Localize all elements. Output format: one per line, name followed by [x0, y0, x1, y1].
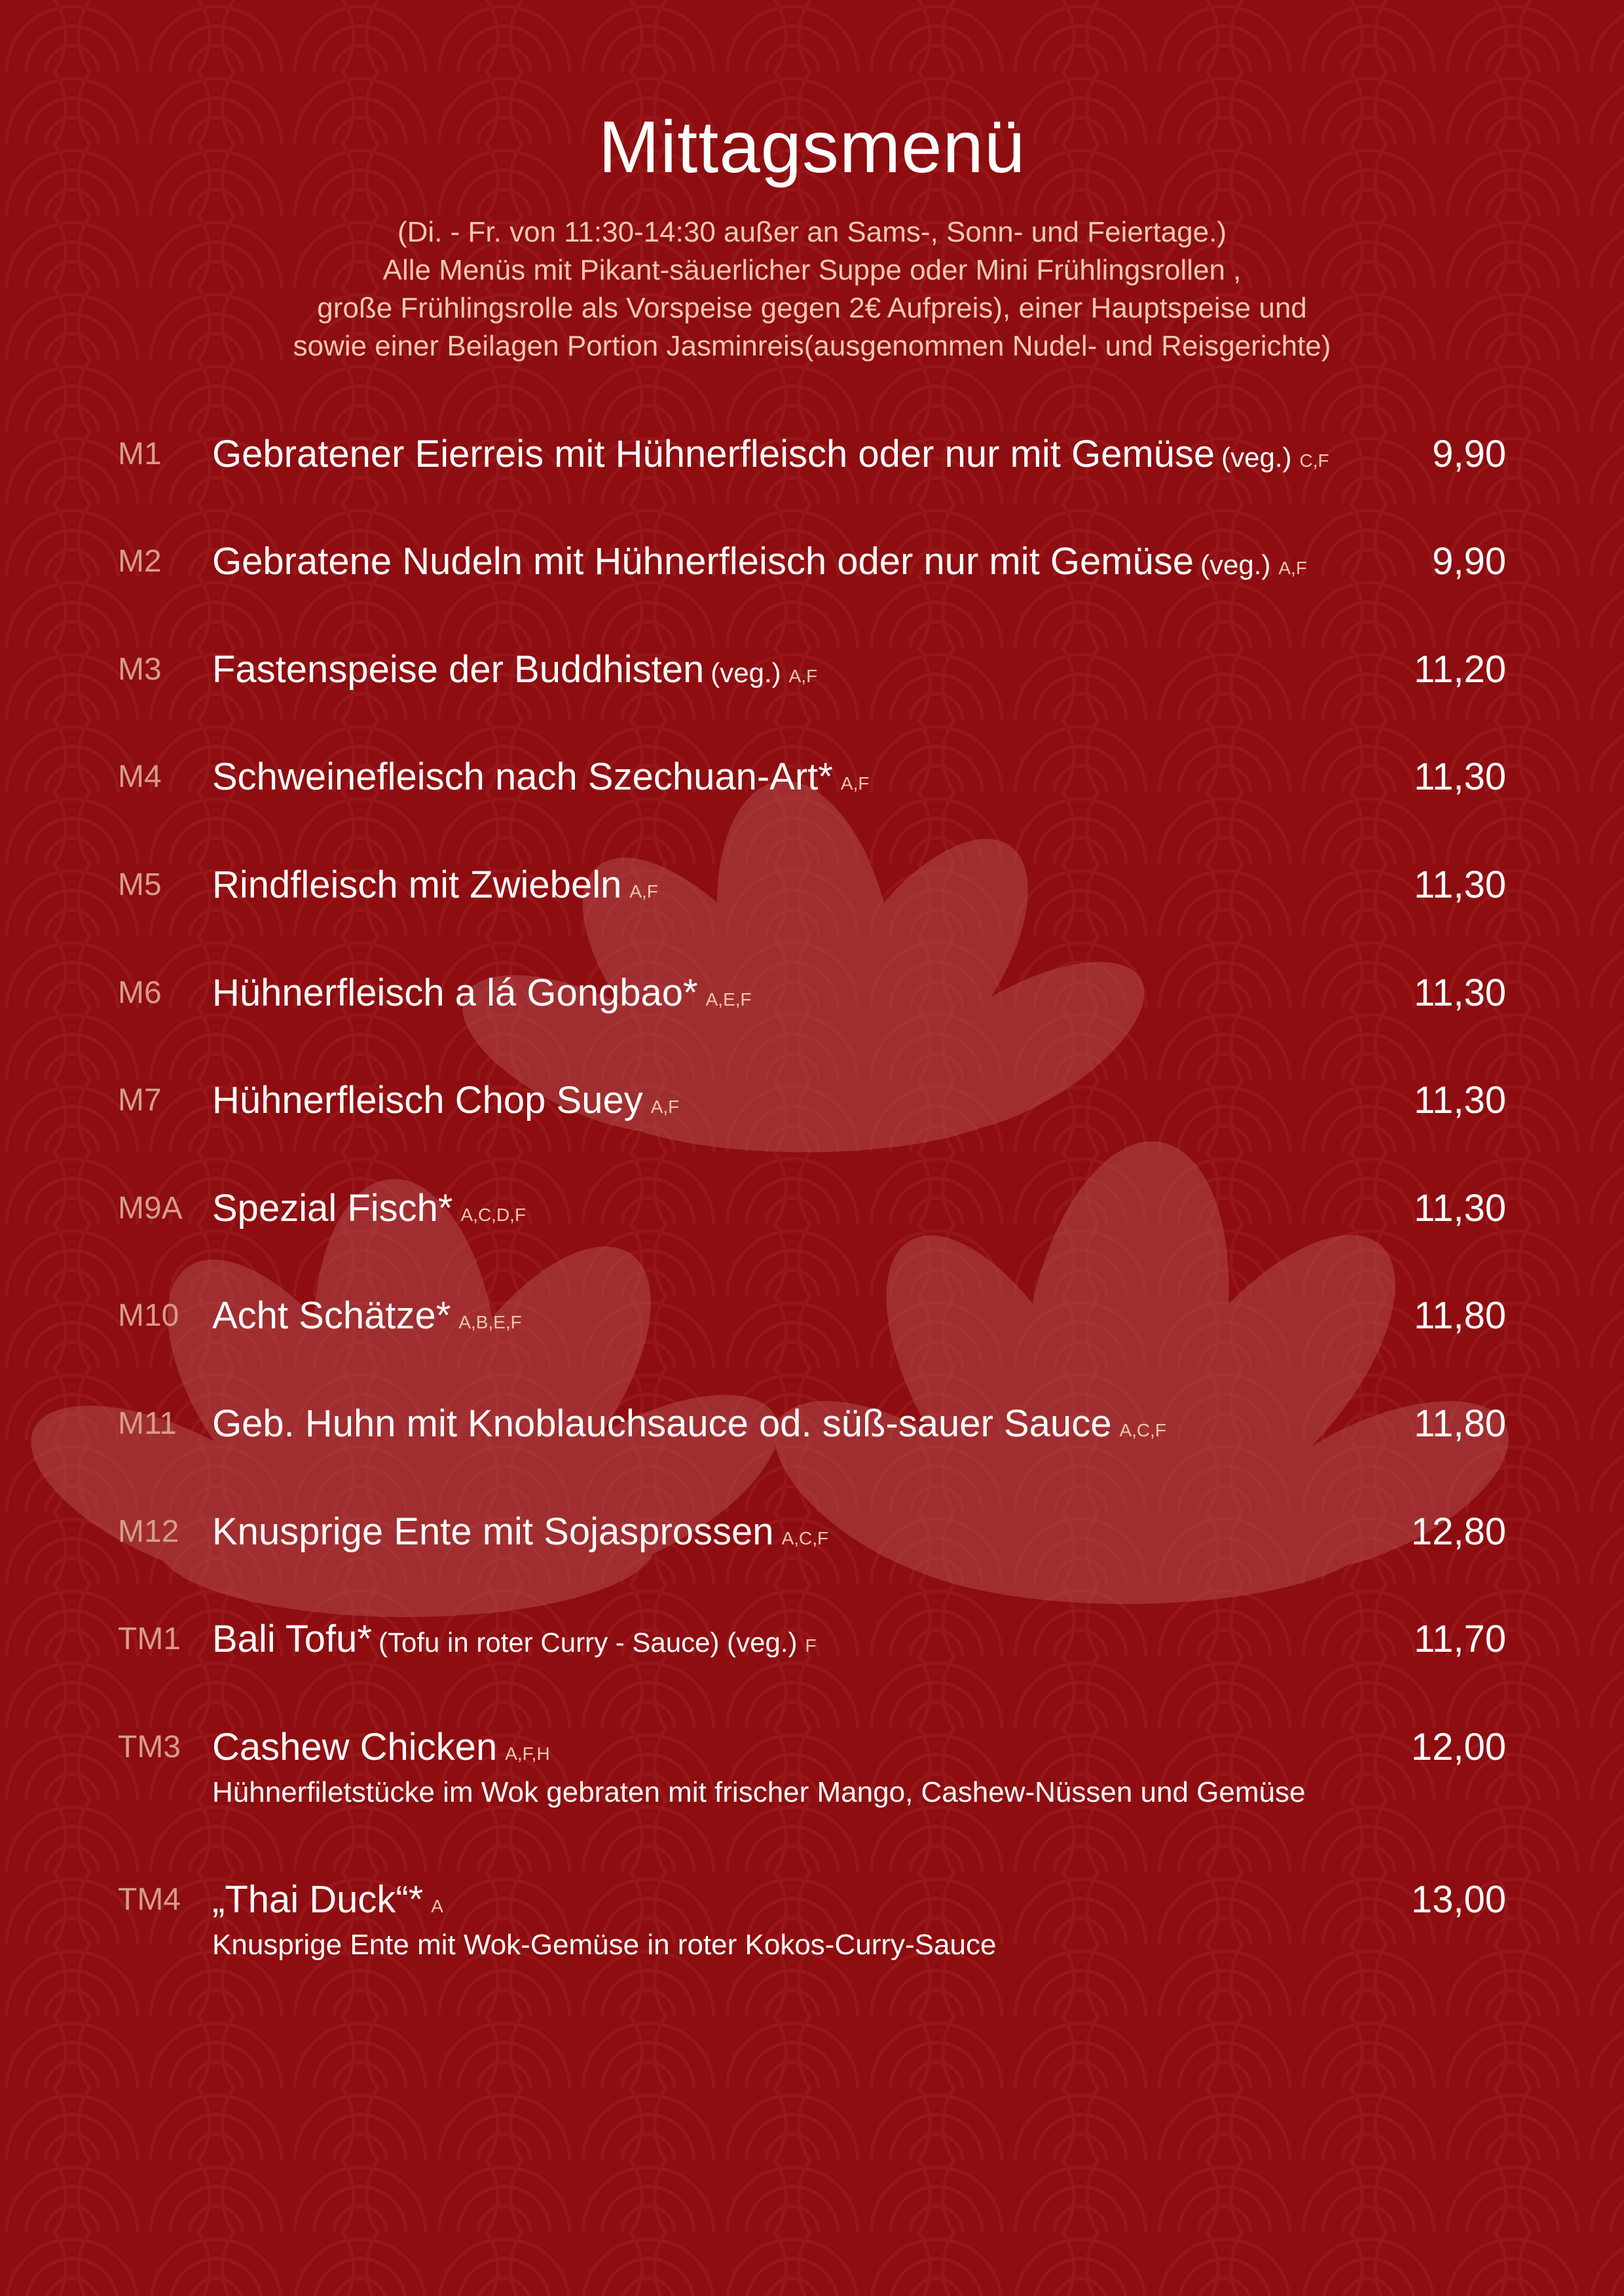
menu-item-m11 — [0, 1400, 1624, 1499]
item-main — [212, 1724, 550, 1781]
item-allergens: A,F — [840, 773, 870, 793]
item-name: Schweinefleisch nach Szechuan-Art* — [212, 756, 833, 798]
subtitle-line: (Di. - Fr. von 11:30-14:30 außer an Sams-, Sonn- und Feiertage.) — [397, 216, 1227, 248]
menu-item-m5 — [0, 862, 1624, 960]
menu-item-m2 — [0, 538, 1624, 636]
menu-subtitle — [0, 213, 1624, 365]
item-main — [212, 1876, 443, 1933]
item-main — [212, 1185, 526, 1242]
item-name: Gebratener Eierreis mit Hühnerfleisch oder nur mit Gemüse — [212, 433, 1215, 475]
item-code: M2 — [118, 544, 162, 579]
item-price: 11,30 — [1414, 864, 1506, 906]
item-price: 11,20 — [1414, 648, 1506, 691]
item-allergens: A,F — [650, 1097, 680, 1117]
item-name: Hühnerfleisch a lá Gongbao* — [212, 972, 698, 1014]
item-code: M1 — [118, 437, 162, 471]
item-name: Acht Schätze* — [212, 1294, 451, 1337]
item-price: 11,70 — [1414, 1618, 1506, 1660]
page-title: Mittagsmenü — [598, 106, 1026, 188]
item-code: M10 — [118, 1298, 179, 1333]
item-main — [212, 754, 869, 811]
item-name: Rindfleisch mit Zwiebeln — [212, 864, 622, 906]
menu-item-m6 — [0, 970, 1624, 1068]
menu-item-tm3 — [0, 1724, 1624, 1822]
item-allergens: C,F — [1299, 450, 1329, 471]
item-description: Hühnerfiletstücke im Wok gebraten mit frischer Mango, Cashew-Nüssen und Gemüse — [212, 1776, 1306, 1808]
menu-item-m12 — [0, 1508, 1624, 1607]
item-note: (veg.) — [1221, 442, 1292, 473]
item-main — [212, 1400, 1166, 1457]
item-price: 13,00 — [1411, 1878, 1506, 1921]
item-allergens: A,B,E,F — [458, 1312, 522, 1332]
subtitle-line: Alle Menüs mit Pikant-säuerlicher Suppe oder Mini Frühlingsrollen , — [382, 254, 1242, 286]
subtitle-line: große Frühlingsrolle als Vorspeise gegen 2€ Aufpreis), einer Hauptspeise und — [317, 292, 1307, 324]
item-main — [212, 1077, 679, 1134]
menu-item-m3 — [0, 646, 1624, 744]
item-note: (veg.) — [1200, 549, 1271, 580]
item-code: M9A — [118, 1191, 183, 1226]
menu-item-m9a — [0, 1185, 1624, 1283]
item-price: 11,30 — [1414, 756, 1506, 798]
item-allergens: F — [805, 1635, 817, 1656]
item-code: M4 — [118, 759, 162, 794]
menu-item-tm1 — [0, 1616, 1624, 1714]
item-code: M5 — [118, 867, 162, 902]
item-name: Gebratene Nudeln mit Hühnerfleisch oder nur mit Gemüse — [212, 540, 1194, 583]
menu-item-tm4 — [0, 1876, 1624, 1975]
item-name: Fastenspeise der Buddhisten — [212, 648, 705, 691]
item-code: M12 — [118, 1514, 179, 1549]
menu-item-m7 — [0, 1077, 1624, 1175]
item-main — [212, 862, 658, 919]
item-note: (Tofu in roter Curry - Sauce) (veg.) — [378, 1627, 798, 1658]
item-allergens: A,F,H — [505, 1743, 550, 1764]
item-main — [212, 646, 817, 703]
item-name: Geb. Huhn mit Knoblauchsauce od. süß-sauer Sauce — [212, 1402, 1112, 1445]
item-allergens: A,C,F — [1119, 1420, 1167, 1440]
item-allergens: A,C,D,F — [460, 1205, 526, 1225]
item-price: 12,80 — [1411, 1510, 1506, 1553]
item-allergens: A,F — [1278, 558, 1307, 578]
item-main — [212, 1616, 817, 1673]
item-code: TM1 — [118, 1622, 181, 1656]
item-price: 11,30 — [1414, 972, 1506, 1014]
item-code: M11 — [118, 1406, 177, 1441]
item-name: Cashew Chicken — [212, 1726, 498, 1768]
item-allergens: A,C,F — [781, 1528, 829, 1548]
menu-item-m10 — [0, 1292, 1624, 1391]
subtitle-line: sowie einer Beilagen Portion Jasminreis(ausgenommen Nudel- und Reisgerichte) — [293, 330, 1331, 362]
item-code: M6 — [118, 975, 162, 1010]
item-price: 9,90 — [1432, 433, 1506, 475]
item-name: „Thai Duck“* — [212, 1878, 424, 1921]
item-allergens: A — [431, 1896, 443, 1916]
item-main — [212, 1508, 828, 1565]
item-name: Knusprige Ente mit Sojasprossen — [212, 1510, 774, 1553]
item-main — [212, 970, 752, 1027]
item-allergens: A,F — [788, 666, 818, 686]
item-code: M3 — [118, 652, 162, 687]
item-code: TM3 — [118, 1730, 181, 1764]
menu-item-m1 — [0, 431, 1624, 529]
item-main — [212, 431, 1329, 488]
item-price: 11,30 — [1414, 1079, 1506, 1121]
item-allergens: A,F — [629, 881, 658, 902]
item-name: Hühnerfleisch Chop Suey — [212, 1079, 643, 1121]
item-price: 12,00 — [1411, 1726, 1506, 1768]
item-price: 11,30 — [1414, 1187, 1506, 1230]
item-main — [212, 1292, 522, 1349]
item-description: Knusprige Ente mit Wok-Gemüse in roter Kokos-Curry-Sauce — [212, 1929, 997, 1961]
item-note: (veg.) — [710, 657, 781, 688]
item-price: 11,80 — [1414, 1294, 1506, 1337]
item-name: Spezial Fisch* — [212, 1187, 453, 1230]
item-price: 9,90 — [1432, 540, 1506, 583]
item-name: Bali Tofu* — [212, 1618, 372, 1660]
item-price: 11,80 — [1414, 1402, 1506, 1445]
menu-item-m4 — [0, 754, 1624, 852]
item-code: TM4 — [118, 1882, 181, 1917]
item-code: M7 — [118, 1083, 162, 1118]
item-allergens: A,E,F — [705, 989, 752, 1010]
item-main — [212, 538, 1307, 595]
